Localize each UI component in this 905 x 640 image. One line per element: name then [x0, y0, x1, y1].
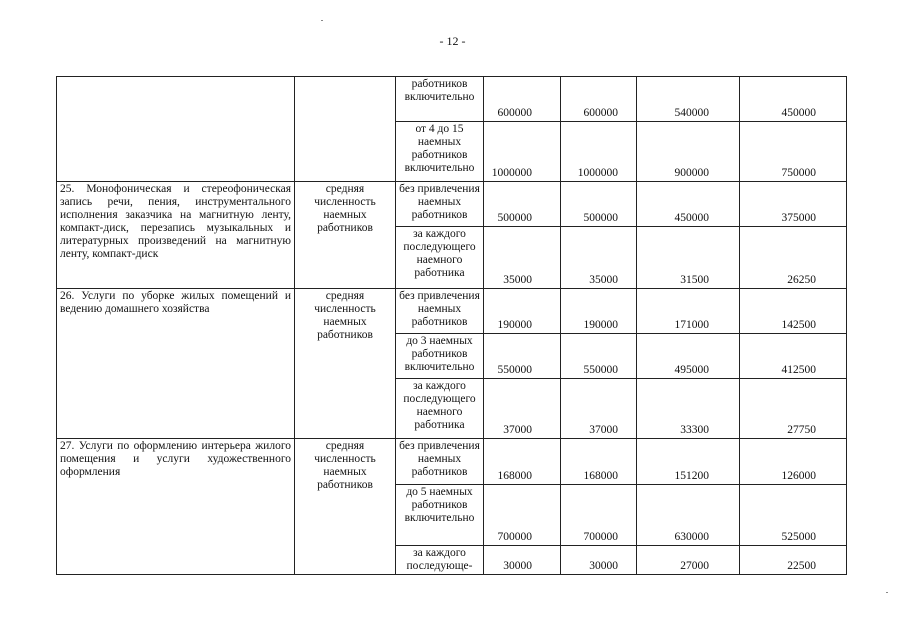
value-cell: 168000 [484, 439, 561, 485]
value-cell: 540000 [637, 77, 740, 122]
value-cell: 900000 [637, 122, 740, 182]
value-cell: 37000 [561, 379, 637, 439]
value-cell: 375000 [740, 182, 847, 227]
measurement-unit [295, 77, 396, 182]
value-cell: 600000 [484, 77, 561, 122]
scan-speck [886, 592, 888, 593]
value-cell: 750000 [740, 122, 847, 182]
value-cell: 26250 [740, 227, 847, 289]
value-cell: 30000 [484, 546, 561, 575]
value-cell: 500000 [484, 182, 561, 227]
table-row [57, 439, 847, 485]
tariff-table [56, 76, 847, 575]
value-cell: 1000000 [484, 122, 561, 182]
value-cell: 126000 [740, 439, 847, 485]
condition-cell: без привлечения наемных работников [396, 289, 484, 334]
table-row [57, 77, 847, 122]
service-description: 26. Услуги по уборке жилых помещений и ведению домашнего хозяйства [57, 289, 295, 439]
condition-cell: от 4 до 15 наемных работников включительно [396, 122, 484, 182]
table-row [57, 182, 847, 227]
service-description: 27. Услуги по оформлению интерьера жилого помещения и услуги художественного оформления [57, 439, 295, 575]
value-cell: 190000 [561, 289, 637, 334]
value-cell: 33300 [637, 379, 740, 439]
service-description: 25. Монофоническая и стереофоническая запись речи, пения, инструментального исполнения заказчика на магнитную ленту, компакт-диск, перезапись музыкальных и литературных произведений на магнитную ленту, компакт-диск [57, 182, 295, 289]
condition-cell: работников включительно [396, 77, 484, 122]
value-cell: 495000 [637, 334, 740, 379]
table-row [57, 289, 847, 334]
service-description [57, 77, 295, 182]
value-cell: 22500 [740, 546, 847, 575]
condition-cell: за каждого последующего наемного работника [396, 379, 484, 439]
page-number: - 12 - [439, 34, 466, 48]
condition-cell: без привлечения наемных работников [396, 439, 484, 485]
measurement-unit: средняя численность наемных работников [295, 289, 396, 439]
value-cell: 412500 [740, 334, 847, 379]
value-cell: 1000000 [561, 122, 637, 182]
condition-cell: до 3 наемных работников включительно [396, 334, 484, 379]
scan-speck [321, 20, 323, 21]
value-cell: 30000 [561, 546, 637, 575]
condition-cell: до 5 наемных работников включительно [396, 485, 484, 546]
value-cell: 168000 [561, 439, 637, 485]
value-cell: 450000 [740, 77, 847, 122]
value-cell: 35000 [561, 227, 637, 289]
value-cell: 500000 [561, 182, 637, 227]
value-cell: 171000 [637, 289, 740, 334]
condition-cell: за каждого последующего наемного работника [396, 227, 484, 289]
value-cell: 31500 [637, 227, 740, 289]
value-cell: 37000 [484, 379, 561, 439]
value-cell: 27750 [740, 379, 847, 439]
condition-cell: без привлечения наемных работников [396, 182, 484, 227]
value-cell: 550000 [561, 334, 637, 379]
value-cell: 27000 [637, 546, 740, 575]
value-cell: 142500 [740, 289, 847, 334]
condition-cell: за каждого последующе- [396, 546, 484, 575]
value-cell: 600000 [561, 77, 637, 122]
measurement-unit: средняя численность наемных работников [295, 439, 396, 575]
value-cell: 151200 [637, 439, 740, 485]
value-cell: 450000 [637, 182, 740, 227]
value-cell: 700000 [561, 485, 637, 546]
value-cell: 190000 [484, 289, 561, 334]
value-cell: 630000 [637, 485, 740, 546]
value-cell: 550000 [484, 334, 561, 379]
value-cell: 700000 [484, 485, 561, 546]
value-cell: 525000 [740, 485, 847, 546]
value-cell: 35000 [484, 227, 561, 289]
table-body [57, 77, 847, 575]
measurement-unit: средняя численность наемных работников [295, 182, 396, 289]
